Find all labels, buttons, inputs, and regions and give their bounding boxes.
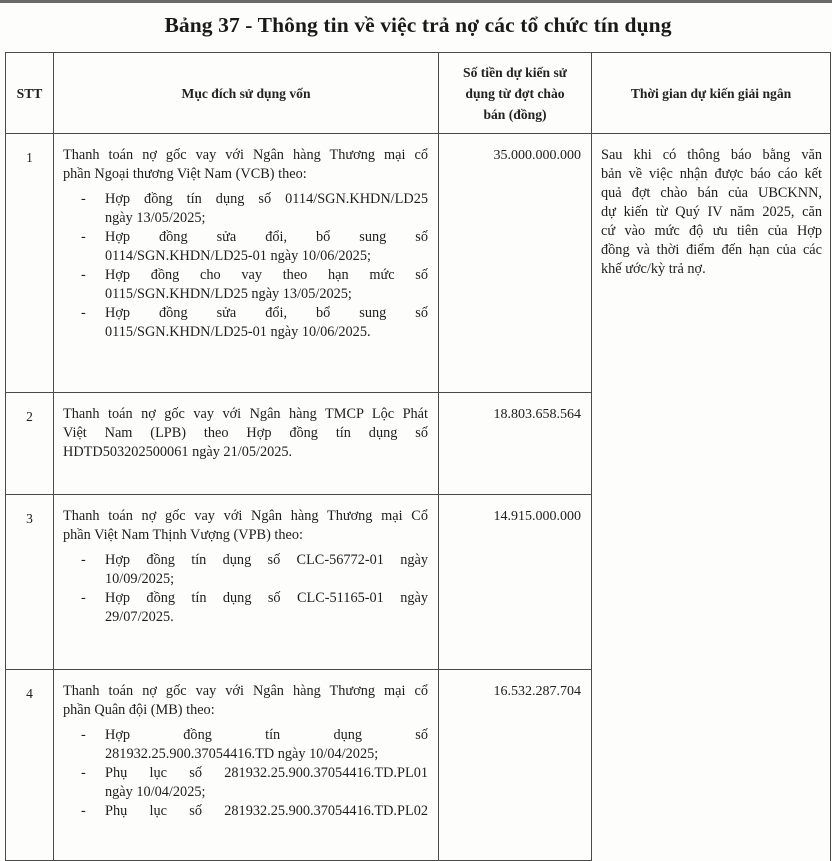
contract-line: Hợp đồng cho vay theo hạn mức số (105, 267, 428, 283)
purpose-lead-line: phần Ngoại thương Việt Nam (VCB) theo: (63, 166, 307, 182)
contract-line: Phụ lục số 281932.25.900.37054416.TD.PL01 (105, 765, 428, 781)
contract-line: Hợp đồng sửa đổi, bổ sung số (105, 229, 428, 245)
purpose-lead-line: Việt Nam (LPB) theo Hợp đồng tín dụng số (63, 425, 428, 441)
time-line: bản về việc nhận được báo cáo kết (601, 166, 822, 182)
purpose-lead-line: Thanh toán nợ gốc vay với Ngân hàng Thương mại cổ (63, 683, 428, 699)
purpose-cell (54, 134, 439, 393)
amount-cell: 14.915.000.000 (439, 495, 592, 670)
bullet-dash-icon: - (81, 305, 86, 321)
time-line: khế ước/kỳ trả nợ. (601, 261, 706, 277)
purpose-lead-line: Thanh toán nợ gốc vay với Ngân hàng TMCP Lộc Phát (63, 406, 428, 422)
time-line: dự kiến từ Quý IV năm 2025, căn (601, 204, 822, 220)
amount-cell: 16.532.287.704 (439, 670, 592, 861)
time-line: đồng và thời điểm đến hạn của các (601, 242, 822, 258)
contract-item (63, 551, 428, 589)
disbursement-time-cell (592, 134, 831, 861)
contract-item (63, 726, 428, 764)
time-line: quả đợt chào bán của UBCKNN, (601, 185, 822, 201)
contract-line: 281932.25.900.37054416.TD ngày 10/04/2025; (105, 746, 379, 762)
contract-line: ngày 13/05/2025; (105, 210, 206, 226)
bullet-dash-icon: - (81, 803, 86, 819)
contract-item (63, 764, 428, 802)
purpose-cell (54, 670, 439, 861)
purpose-cell (54, 393, 439, 495)
debt-repayment-table (5, 52, 831, 861)
stt-cell: 4 (6, 670, 54, 861)
contract-item (63, 589, 428, 627)
amount-cell: 35.000.000.000 (439, 134, 592, 393)
bullet-dash-icon: - (81, 590, 86, 606)
purpose-lead-line: HDTD503202500061 ngày 21/05/2025. (63, 444, 293, 460)
stt-cell: 3 (6, 495, 54, 670)
bullet-dash-icon: - (81, 765, 86, 781)
bullet-dash-icon: - (81, 267, 86, 283)
contract-line: Hợp đồng tín dụng số (105, 727, 428, 743)
contract-line: Hợp đồng tín dụng số CLC-51165-01 ngày (105, 590, 428, 606)
contract-line: Hợp đồng tín dụng số 0114/SGN.KHDN/LD25 (105, 191, 428, 207)
amount-cell: 18.803.658.564 (439, 393, 592, 495)
contract-list (63, 551, 428, 627)
table-title: Bảng 37 - Thông tin về việc trả nợ các tổ chức tín dụng (164, 13, 672, 37)
stt-cell: 2 (6, 393, 54, 495)
header-amount-line: dụng từ đợt chào (465, 85, 565, 101)
contract-list (63, 190, 428, 342)
purpose-lead-line: Thanh toán nợ gốc vay với Ngân hàng Thương mại cổ (63, 147, 428, 163)
contract-item (63, 266, 428, 304)
contract-line: 0115/SGN.KHDN/LD25-01 ngày 10/06/2025. (105, 324, 371, 340)
purpose-lead-line: phần Việt Nam Thịnh Vượng (VPB) theo: (63, 527, 304, 543)
table-row (6, 134, 831, 393)
contract-item (63, 190, 428, 228)
table-header-row (6, 53, 831, 134)
contract-line: 29/07/2025. (105, 609, 174, 625)
header-time: Thời gian dự kiến giải ngân (592, 53, 831, 134)
time-line: cứ vào mức độ ưu tiên của Hợp (601, 223, 822, 239)
contract-line: 10/09/2025; (105, 571, 175, 587)
bullet-dash-icon: - (81, 727, 86, 743)
header-amount (439, 53, 592, 134)
contract-item (63, 304, 428, 342)
bullet-dash-icon: - (81, 552, 86, 568)
contract-line: 0114/SGN.KHDN/LD25-01 ngày 10/06/2025; (105, 248, 371, 264)
bullet-dash-icon: - (81, 229, 86, 245)
contract-line: Hợp đồng sửa đổi, bổ sung số (105, 305, 428, 321)
header-purpose: Mục đích sử dụng vốn (54, 53, 439, 134)
contract-item (63, 228, 428, 266)
purpose-lead-line: Thanh toán nợ gốc vay với Ngân hàng Thương mại Cổ (63, 508, 428, 524)
contract-line: 0115/SGN.KHDN/LD25 ngày 13/05/2025; (105, 286, 352, 302)
header-stt: STT (6, 53, 54, 134)
contract-line: ngày 10/04/2025; (105, 784, 206, 800)
contract-line: Phụ lục số 281932.25.900.37054416.TD.PL02 (105, 803, 428, 819)
bullet-dash-icon: - (81, 191, 86, 207)
header-amount-line: bán (đồng) (483, 106, 547, 122)
time-line: Sau khi có thông báo bằng văn (601, 147, 822, 163)
purpose-cell (54, 495, 439, 670)
page-top-rule (0, 0, 832, 3)
header-amount-line: Số tiền dự kiến sử (463, 64, 567, 80)
contract-list (63, 726, 428, 821)
contract-line: Hợp đồng tín dụng số CLC-56772-01 ngày (105, 552, 428, 568)
stt-cell: 1 (6, 134, 54, 393)
purpose-lead-line: phần Quân đội (MB) theo: (63, 702, 215, 718)
contract-item (63, 802, 428, 821)
